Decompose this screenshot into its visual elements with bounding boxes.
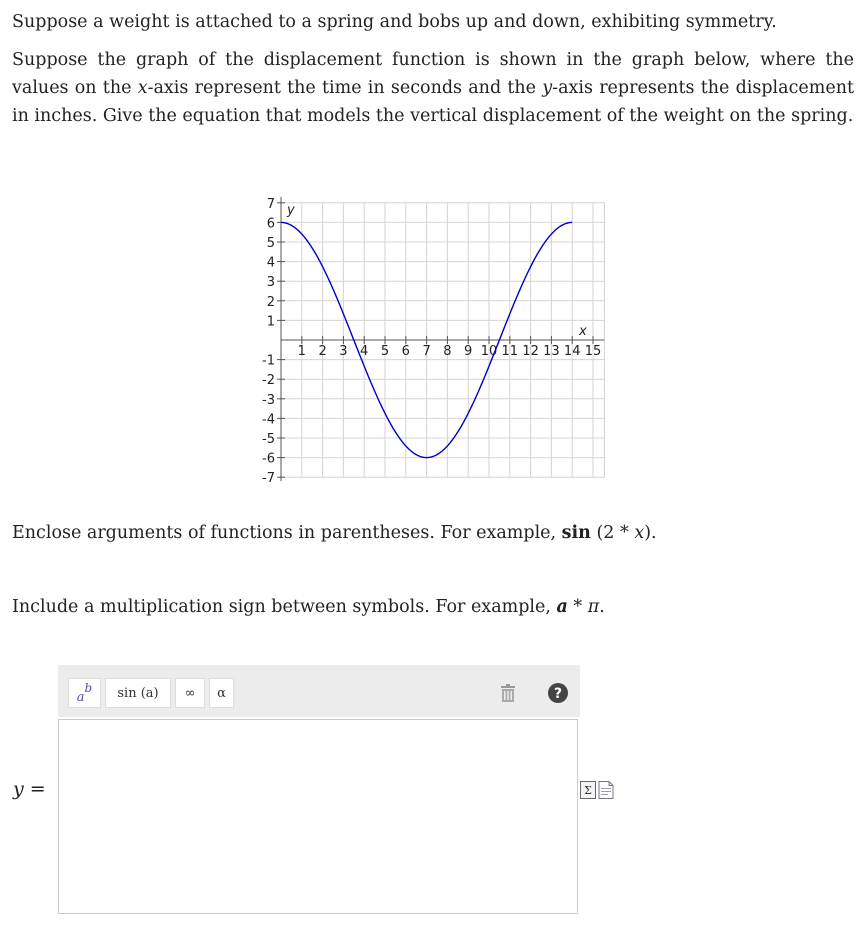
y-tick-label: 7 — [266, 196, 275, 212]
x-tick-label: 8 — [443, 344, 452, 359]
x-tick-label: 4 — [360, 344, 369, 359]
x-tick-label: 2 — [318, 344, 327, 359]
y-tick-label: -1 — [262, 353, 275, 369]
alpha-label: α — [217, 685, 226, 701]
question-body: Suppose the graph of the displacement function is shown in the graph below, where the values on the x-axis represent the time in seconds and the y-axis represents the displacement in inches. Give the equation that models the vertical displacement of the weight on the spring. — [12, 50, 855, 126]
y-tick-label: 4 — [266, 255, 275, 271]
power-button[interactable] — [68, 678, 101, 708]
y-tick-label: 3 — [266, 275, 275, 291]
question-intro: Suppose a weight is attached to a spring and bobs up and down, exhibiting symmetry. — [12, 12, 777, 32]
y-tick-label: -2 — [262, 373, 275, 389]
multiplication-instruction: Include a multiplication sign between symbols. For example, a * π. — [12, 597, 605, 617]
answer-input[interactable] — [59, 720, 577, 913]
y-tick-label: -4 — [262, 412, 275, 428]
x-tick-label: 14 — [563, 344, 581, 359]
x-tick-label: 11 — [501, 344, 519, 359]
side-icons — [580, 781, 614, 799]
y-tick-label: -5 — [262, 432, 275, 447]
sin-button[interactable] — [105, 678, 171, 708]
answer-label: y = — [13, 778, 46, 800]
x-tick-label: 7 — [422, 344, 431, 359]
x-tick-label: 6 — [401, 344, 410, 359]
y-tick-label: 5 — [266, 236, 275, 251]
x-tick-label: 10 — [480, 344, 498, 359]
help-icon — [547, 682, 569, 704]
trash-icon — [500, 684, 516, 702]
y-tick-label: -7 — [262, 471, 275, 487]
y-tick-label: -3 — [262, 392, 275, 408]
y-tick-label: -6 — [262, 451, 275, 467]
svg-text:?: ? — [553, 686, 563, 702]
x-axis-label: x — [579, 324, 587, 339]
x-tick-label: 9 — [464, 344, 473, 359]
trash-button[interactable] — [494, 678, 522, 708]
x-tick-label: 1 — [297, 344, 306, 359]
infinity-button[interactable] — [175, 678, 205, 708]
alpha-button[interactable] — [209, 678, 234, 708]
y-tick-label: 2 — [266, 294, 275, 310]
y-axis-label: y — [287, 202, 295, 218]
help-button[interactable] — [542, 678, 574, 708]
x-tick-label: 3 — [339, 344, 348, 359]
x-tick-label: 5 — [380, 344, 390, 359]
y-tick-label: 1 — [266, 314, 275, 330]
x-tick-label: 12 — [522, 344, 539, 359]
svg-text:Σ: Σ — [584, 784, 592, 797]
infinity-label: ∞ — [184, 685, 196, 701]
parentheses-instruction: Enclose arguments of functions in parentheses. For example, sin (2 * x). — [12, 523, 657, 543]
x-tick-label: 15 — [584, 344, 602, 359]
math-toolbar — [58, 665, 580, 717]
document-icon[interactable] — [598, 781, 614, 799]
equation-editor-icon[interactable] — [580, 781, 596, 799]
sin-label: sin (a) — [117, 685, 159, 701]
x-tick-label: 13 — [543, 344, 560, 359]
power-base: a — [76, 689, 85, 705]
power-exp: b — [84, 681, 93, 695]
answer-box — [58, 719, 578, 914]
displacement-graph — [250, 178, 630, 487]
y-tick-label: 6 — [266, 216, 275, 232]
